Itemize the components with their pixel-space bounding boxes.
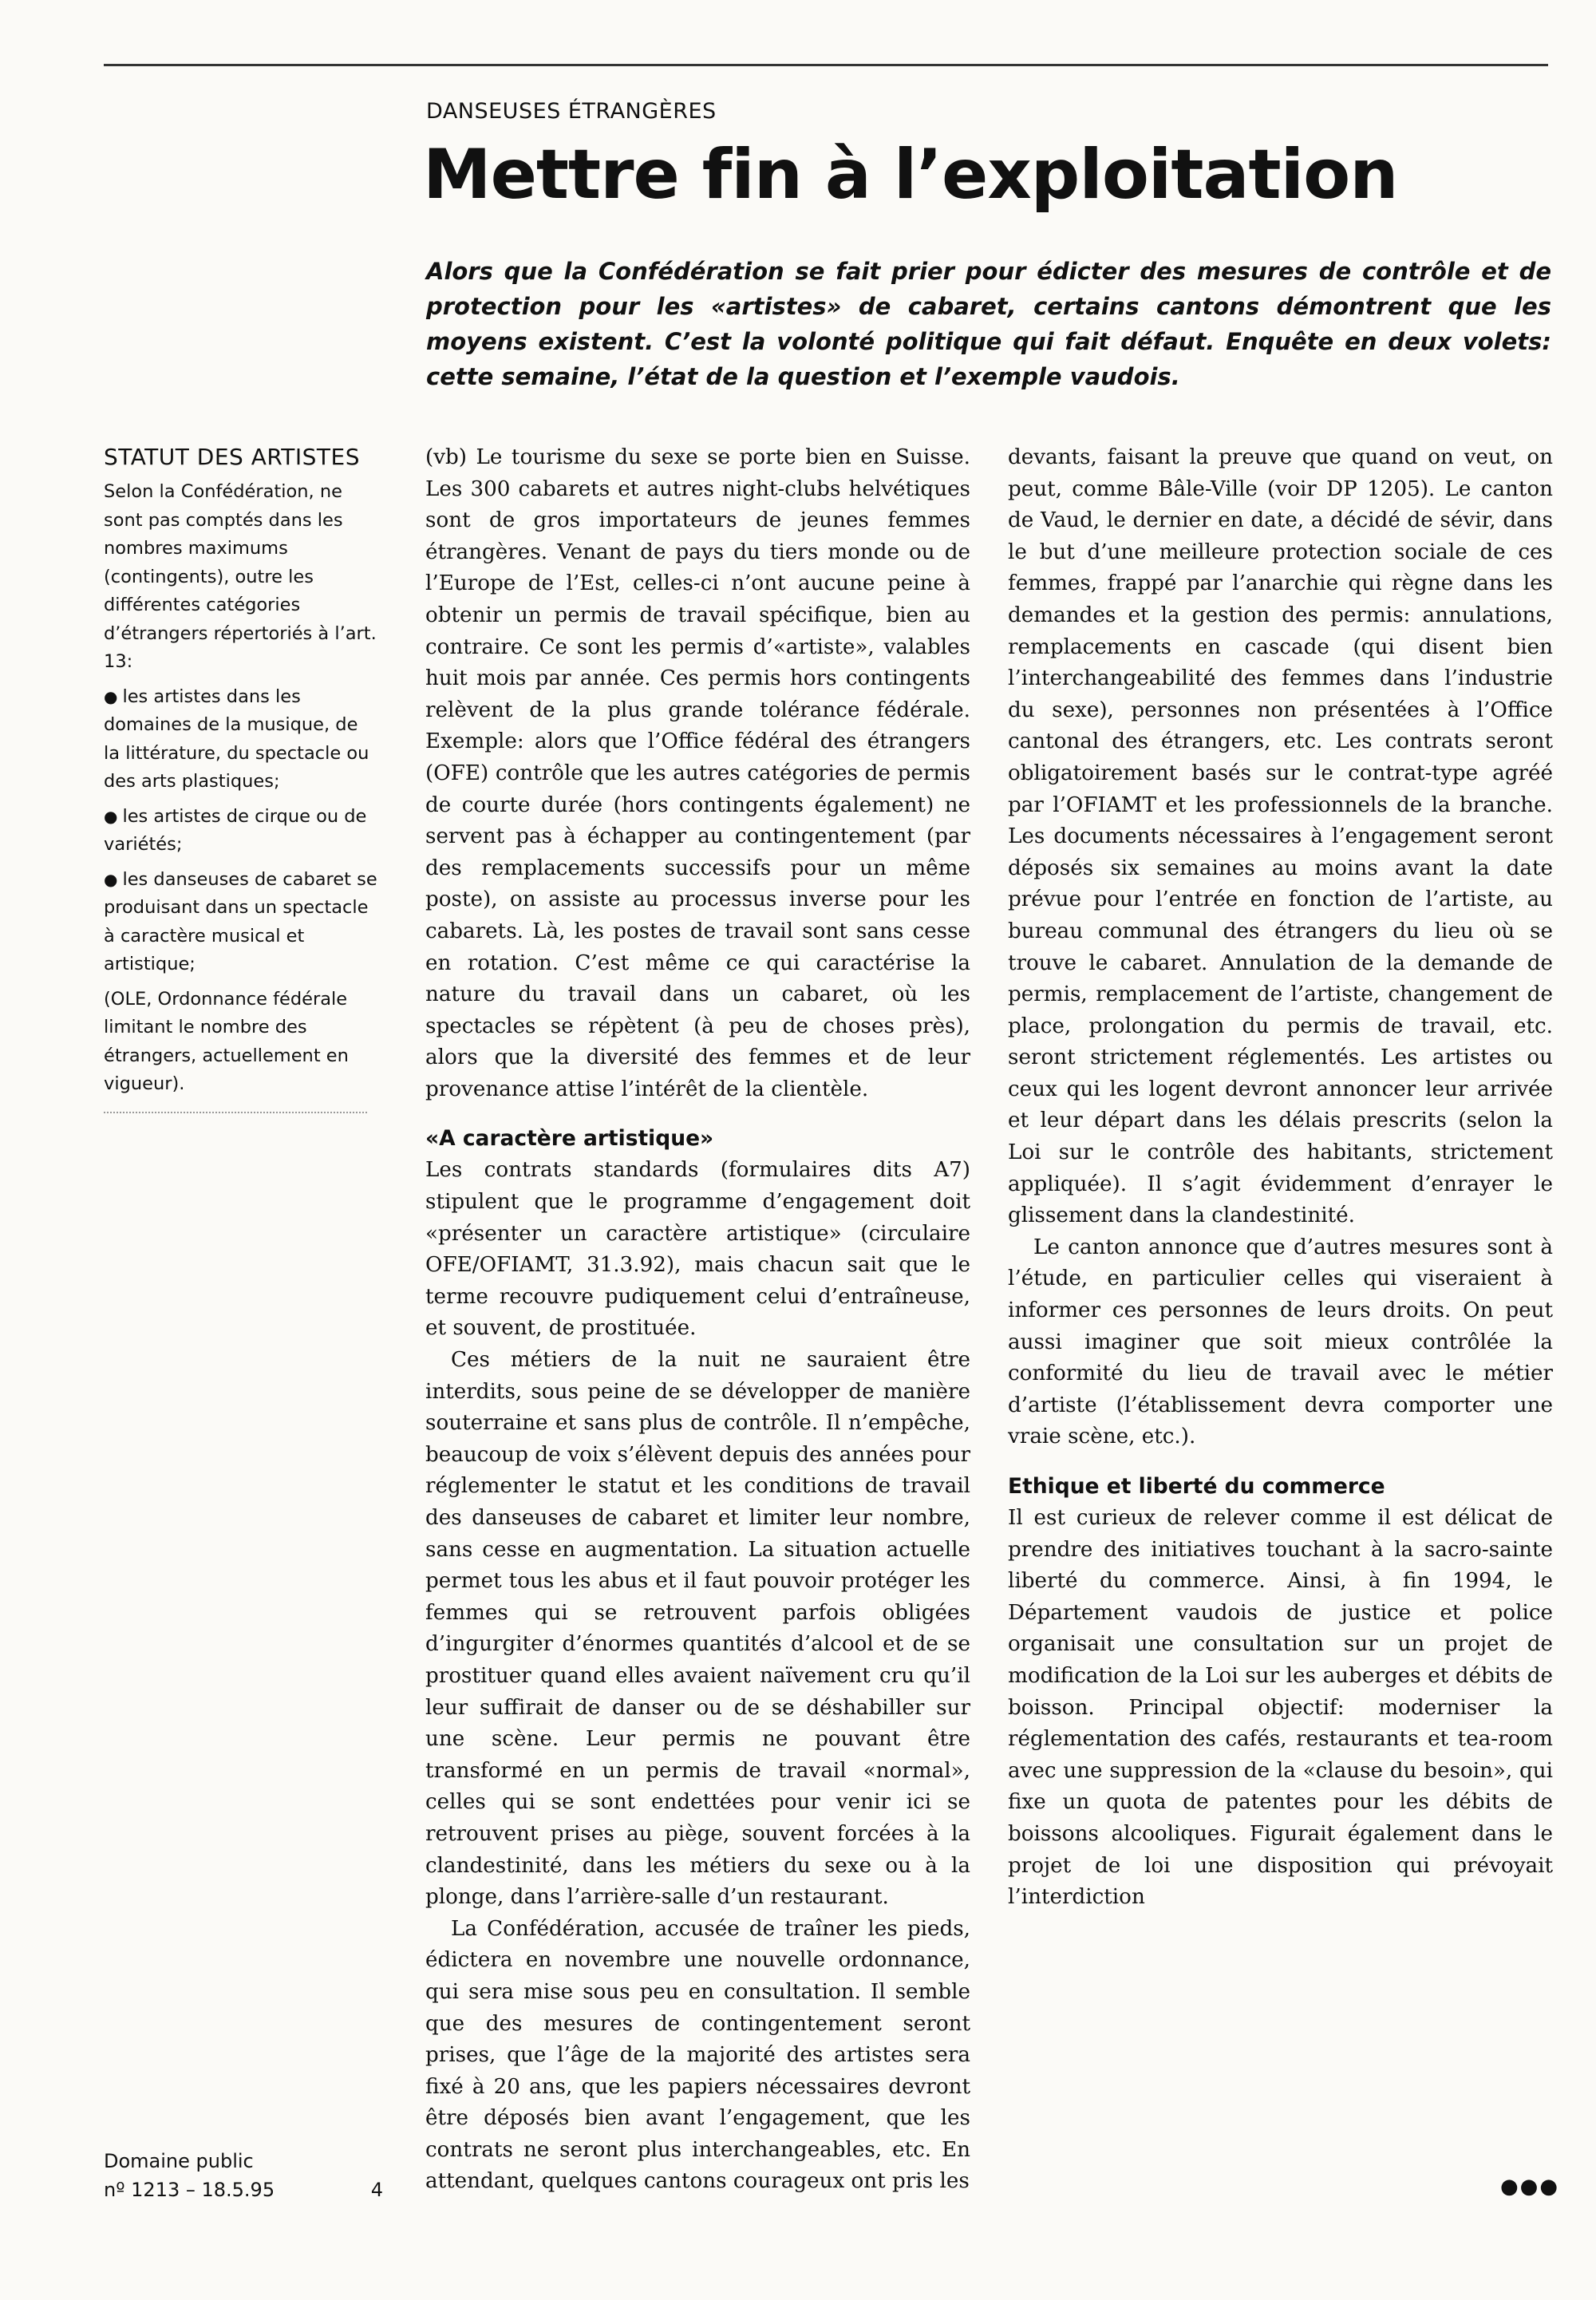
article-paragraph: Le canton annonce que d’autres mesures sont à l’étude, en particulier celles qui viseraient à informer ces personnes de leurs droits. On peut aussi imaginer que soit mieux contrôlée la conformité du lieu de travail avec le métier d’artiste (l’établissement devra comporter une vraie scène, etc.). (1008, 1235, 1553, 1449)
sidebar-list (104, 683, 379, 979)
sidebar-list-item (104, 803, 379, 860)
bullet-icon: ● (104, 686, 118, 706)
article-column-2 (1008, 442, 1553, 1914)
headline: Mettre fin à l’exploitation (423, 135, 1398, 215)
bullet-icon: ● (104, 806, 118, 826)
page-number: 4 (370, 2179, 383, 2201)
sidebar-title: STATUT DES ARTISTES (104, 444, 360, 470)
continued-marker: ●●● (1500, 2175, 1560, 2199)
sidebar-note: (OLE, Ordonnance fédérale limitant le nombre des étrangers, actuellement en vigueur). (104, 988, 349, 1094)
publication-name: Domaine public (104, 2150, 254, 2172)
sidebar-list-item-text: les artistes dans les domaines de la musique, de la littérature, du spectacle ou des arts plastiques; (104, 686, 369, 792)
kicker: DANSEUSES ÉTRANGÈRES (426, 99, 717, 124)
article-column-1 (425, 442, 970, 2198)
article-paragraph: Ces métiers de la nuit ne sauraient être interdits, sous peine de se développer de manière souterraine et sans plus de contrôle. Il n’empêche, beaucoup de voix s’élèvent depuis des années pour réglementer le statut et les conditions de travail des danseuses de cabaret et limiter leur nombre, sans cesse en augmentation. La situation actuelle permet tous les abus et il faut pouvoir protéger les femmes qui se retrouvent parfois obligées d’ingurgiter d’énormes quantités d’alcool et de se prostituer quand elles avaient naïvement cru qu’il leur suffirait de danser ou de se déshabiller sur une scène. Leur permis ne pouvant être transformé en un permis de travail «normal», celles qui se sont endettées pour venir ici se retrouvent prises au piège, souvent forcées à la clandestinité, dans les métiers du sexe ou à la plonge, dans l’arrière-salle d’un restaurant. (425, 1348, 970, 1910)
sidebar-list-item-text: les danseuses de cabaret se produisant dans un spectacle à caractère musical et artistique; (104, 868, 377, 974)
page-footer (104, 2147, 391, 2204)
article-subheading: Ethique et liberté du commerce (1008, 1474, 1385, 1499)
article-paragraph: (vb) Le tourisme du sexe se porte bien en Suisse. Les 300 cabarets et autres night-clubs helvétiques sont de gros importateurs de jeunes femmes étrangères. Venant de pays du tiers monde ou de l’Europe de l’Est, celles-ci n’ont aucune peine à obtenir un permis de travail spécifique, bien au contraire. Ce sont les permis d’«artiste», valables huit mois par année. Ces permis hors contingents relèvent de la plus grande tolérance fédérale. Exemple: alors que l’Office fédéral des étrangers (OFE) contrôle que les autres catégories de permis de courte durée (hors contingents également) ne servent pas à échapper au contingentement (par des remplacements successifs pour un même poste), on assiste au processus inverse pour les cabarets. Là, les postes de travail sont sans cesse en rotation. C’est même ce qui caractérise la nature du travail dans un cabaret, où les spectacles se répètent (à peu de choses près), alors que la diversité des femmes et de leur provenance attise l’intérêt de la clientèle. (425, 445, 970, 1101)
sidebar-statut-artistes (104, 444, 379, 1113)
top-rule (104, 64, 1548, 66)
lead-paragraph: Alors que la Confédération se fait prier pour édicter des mesures de contrôle et de protection pour les «artistes» de cabaret, certains cantons démontrent que les moyens existent. C’est la volonté politique qui fait défaut. Enquête en deux volets: cette semaine, l’état de la question et l’exemple vaudois. (426, 258, 1551, 390)
bullet-icon: ● (104, 869, 118, 889)
article-paragraph: Il est curieux de relever comme il est délicat de prendre des initiatives touchant à la sacro-sainte liberté du commerce. Ainsi, à fin 1994, le Département vaudois de justice et police organisait une consultation sur un projet de modification de la Loi sur les auberges et débits de boisson. Principal objectif: moderniser la réglementation des cafés, restaurants et tea-room avec une suppression de la «clause du besoin», qui fixe un quota de patentes pour les débits de boissons alcooliques. Figurait également dans le projet de loi une disposition qui prévoyait l’interdiction (1008, 1506, 1553, 1910)
sidebar-separator (104, 1112, 367, 1113)
issue-info: nº 1213 – 18.5.95 (104, 2179, 275, 2201)
sidebar-intro: Selon la Confédération, ne sont pas comptés dans les nombres maximums (contingents), outre les différentes catégories d’étrangers répertoriés à l’art. 13: (104, 481, 377, 672)
sidebar-list-item-text: les artistes de cirque ou de variétés; (104, 805, 367, 855)
article-subheading: «A caractère artistique» (425, 1126, 714, 1152)
article-paragraph: La Confédération, accusée de traîner les pieds, édictera en novembre une nouvelle ordonnance, qui sera mise sous peu en consultation. Il semble que des mesures de contingentement seront prises, que l’âge de la majorité des artistes sera fixé à 20 ans, que les papiers nécessaires devront être déposés bien avant l’engagement, que les contrats ne seront plus interchangeables, etc. En attendant, quelques cantons courageux ont pris les (425, 1916, 970, 2194)
article-paragraph: devants, faisant la preuve que quand on veut, on peut, comme Bâle-Ville (voir DP 1205). Le canton de Vaud, le dernier en date, a décidé de sévir, dans le but d’une meilleure protection sociale de ces femmes, frappé par l’anarchie qui règne dans les demandes et la gestion des permis: annulations, remplacements en cascade (qui disent bien l’interchangeabilité des femmes dans l’industrie du sexe), personnes non présentées à l’Office cantonal des étrangers, etc. Les contrats seront obligatoirement basés sur le contrat-type agréé par l’OFIAMT et les professionnels de la branche. Les documents nécessaires à l’engagement seront déposés six semaines au moins avant la date prévue pour l’entrée en fonction de l’artiste, au bureau communal des étrangers du lieu où se trouve le cabaret. Annulation de la demande de permis, remplacement de l’artiste, changement de place, prolongation du permis de travail, etc. seront strictement réglementés. Les artistes ou ceux qui les logent devront annoncer leur arrivée et leur départ dans les délais prescrits (selon la Loi sur le contrôle des habitants, strictement appliquée). Il s’agit évidemment d’enrayer le glissement dans la clandestinité. (1008, 445, 1553, 1228)
sidebar-list-item (104, 866, 379, 979)
sidebar-list-item (104, 683, 379, 796)
article-paragraph: Les contrats standards (formulaires dits A7) stipulent que le programme d’engagement doit «présenter un caractère artistique» (circulaire OFE/OFIAMT, 31.3.92), mais chacun sait que le terme recouvre pudiquement celui d’entraîneuse, et souvent, de prostituée. (425, 1158, 970, 1341)
